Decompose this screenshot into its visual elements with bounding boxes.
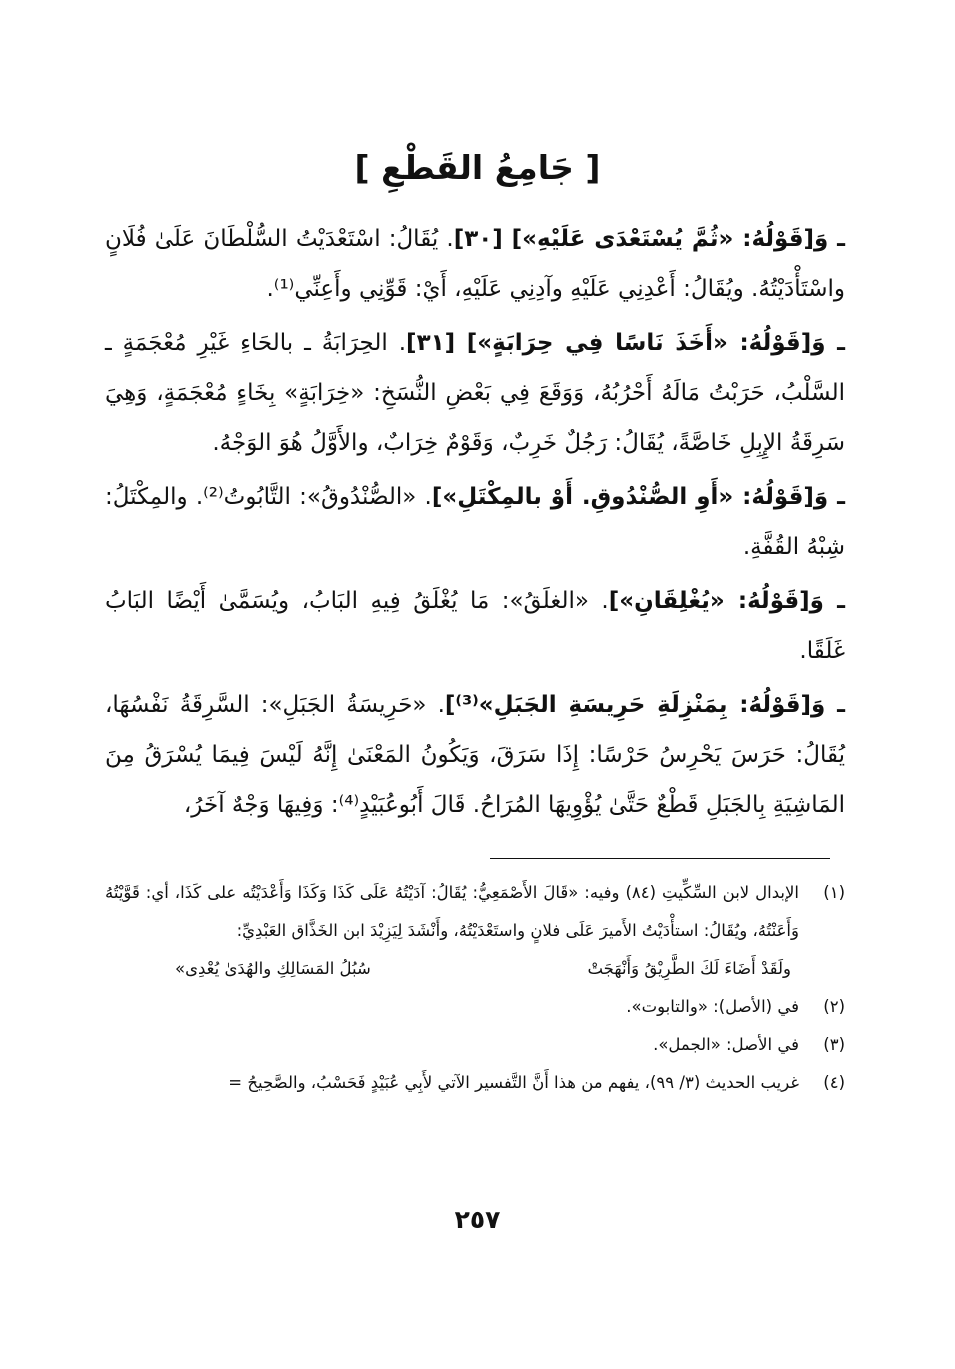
paragraph-lead: ـ وَ[قَوْلُهُ: «أَخَذَ نَاسًا فِي حِرَابَةٍ»] [٣١] [406, 330, 845, 356]
footnote-number: (٣) [823, 1035, 845, 1054]
paragraph-lead: ـ وَ[قَوْلُهُ: «أَوِ الصُّنْدُوقِ. أَوْ بالمِكْتَلِ»] [431, 484, 845, 510]
paragraph-lead: ـ وَ[قَوْلُهُ: بِمَنْزِلَةِ حَرِيسَةِ الجَبَلِ»⁽³⁾] [444, 692, 845, 718]
verse-hemistich-2: سُبُلُ المَسَالِكِ والهُدَىٰ يُعْدِى» [175, 959, 371, 978]
main-text [105, 214, 845, 830]
footnote-text: الإبدال لابن السِّكِّيتِ (٨٤) وفيه: «قَالَ الأَصْمَعِيُّ: يُقَالُ: آدَيْتُهُ عَلَى كَذَا وَكَذَا وَأَعْدَيْتُه على كَذَا، أي: قَوَّيْتُهُ وَأَعَنْتُهُ، ويُقَالُ: استأْدَيْتُ الأَميرَ عَلَى فلانٍ واستَعْدَيْتُهُ، وأَنْشَدَ لِيَزِيْدَ ابن الخَذَّاق العَبْدِيِّ: [105, 883, 799, 940]
footnote-3 [105, 1026, 845, 1064]
paragraph-4 [105, 576, 845, 676]
paragraph-body: . «حَرِيسَةُ الجَبَلِ»: السَّرِقَةُ نَفْسُهَا، يُقَالُ: حَرَسَ يَحْرِسُ حَرْسًا: إِذَا سَرَقَ، وَيَكُونُ المَعْنَىٰ إِنَّهُ لَيْسَ فِيمَا يُسْرَقُ مِنَ المَاشِيَةِ بِالجَبَلِ قَطْعٌ حَتَّىٰ يُؤْوِيهَا المُرَاحُ. قَالَ أَبُوعُبَيْدٍ⁽⁴⁾: وَفِيهَا وَجْهٌ آخَرُ، [105, 692, 845, 818]
paragraph-1 [105, 214, 845, 314]
paragraph-lead: ـ وَ[قَوْلُهُ: «يُغْلِقَانِ»] [608, 588, 845, 614]
footnote-4 [105, 1064, 845, 1102]
paragraph-body: . الحِرَابَةُ ـ بالحَاءِ غَيْرِ مُعْجَمَةٍ ـ السَّلْبُ، حَرَبْتُ مَالَهُ أَحْرُبُهُ، وَوَقَعَ فِي بَعْضِ النُّسَخِ: «خِرَابَةٍ» بِخَاءٍ مُعْجَمَةٍ، وَهِيَ سَرِقَةُ الإِبِلِ خَاصَّةً، يُقَالُ: رَجُلٌ خَرِبٌ، وَقَوْمٌ خِرَابٌ، والأَوَّلُ هُوَ الوَجْهُ. [105, 330, 845, 456]
page-number: ٢٥٧ [454, 1205, 501, 1234]
footnote-text: في الأصل: «الجمل». [653, 1035, 799, 1054]
paragraph-5 [105, 680, 845, 830]
section-heading: [ جَامِعُ القَطْعِ ] [354, 148, 601, 187]
footnote-separator [490, 858, 830, 859]
footnote-1 [105, 874, 845, 950]
paragraph-body: . يُقَالُ: اسْتَعْدَيْتُ السُّلْطَانَ عَلَىٰ فُلَانٍ واسْتَأْدَيْتُهُ. ويُقَالُ: أَعْدِنِي عَلَيْهِ وآدِنِي عَلَيْهِ، أَيْ: قَوِّنِي وأَعِنِّي⁽¹⁾. [105, 226, 845, 302]
paragraph-2 [105, 318, 845, 468]
footnotes [105, 874, 845, 1102]
footnote-text: في (الأصل): «والتابوت». [626, 997, 799, 1016]
footnote-number: (٤) [823, 1073, 845, 1092]
paragraph-body: . «الغلَقُ»: مَا يُغْلَقُ فِيهِ البَابُ، ويُسَمَّىٰ أَيْضًا البَابُ غَلَقًا. [105, 588, 845, 664]
paragraph-3 [105, 472, 845, 572]
footnote-number: (١) [823, 883, 845, 902]
paragraph-body: . «الصُّنْدُوقُ»: التَّابُوتُ⁽²⁾. والمِكْتَلُ: شِبْهُ القُفَّةِ. [105, 484, 845, 560]
verse-hemistich-1: ولَقَدْ أَضَاءَ لَكَ الطَّرِيْقُ وَأَنْهَجَتْ [587, 959, 791, 978]
footnote-number: (٢) [823, 997, 845, 1016]
footnote-text: غريب الحديث (٣/ ٩٩)، يفهم من هذا أَنَّ التَّفسير الآتي لأَبِي عُبَيْدٍ فَحَسْبُ، والصَّحِيحُ = [228, 1073, 799, 1092]
verse-line [105, 950, 845, 988]
footnote-2 [105, 988, 845, 1026]
paragraph-lead: ـ وَ[قَوْلُهُ: «ثُمَّ يُسْتَعْدَى عَلَيْهِ»] [٣٠] [453, 226, 846, 252]
